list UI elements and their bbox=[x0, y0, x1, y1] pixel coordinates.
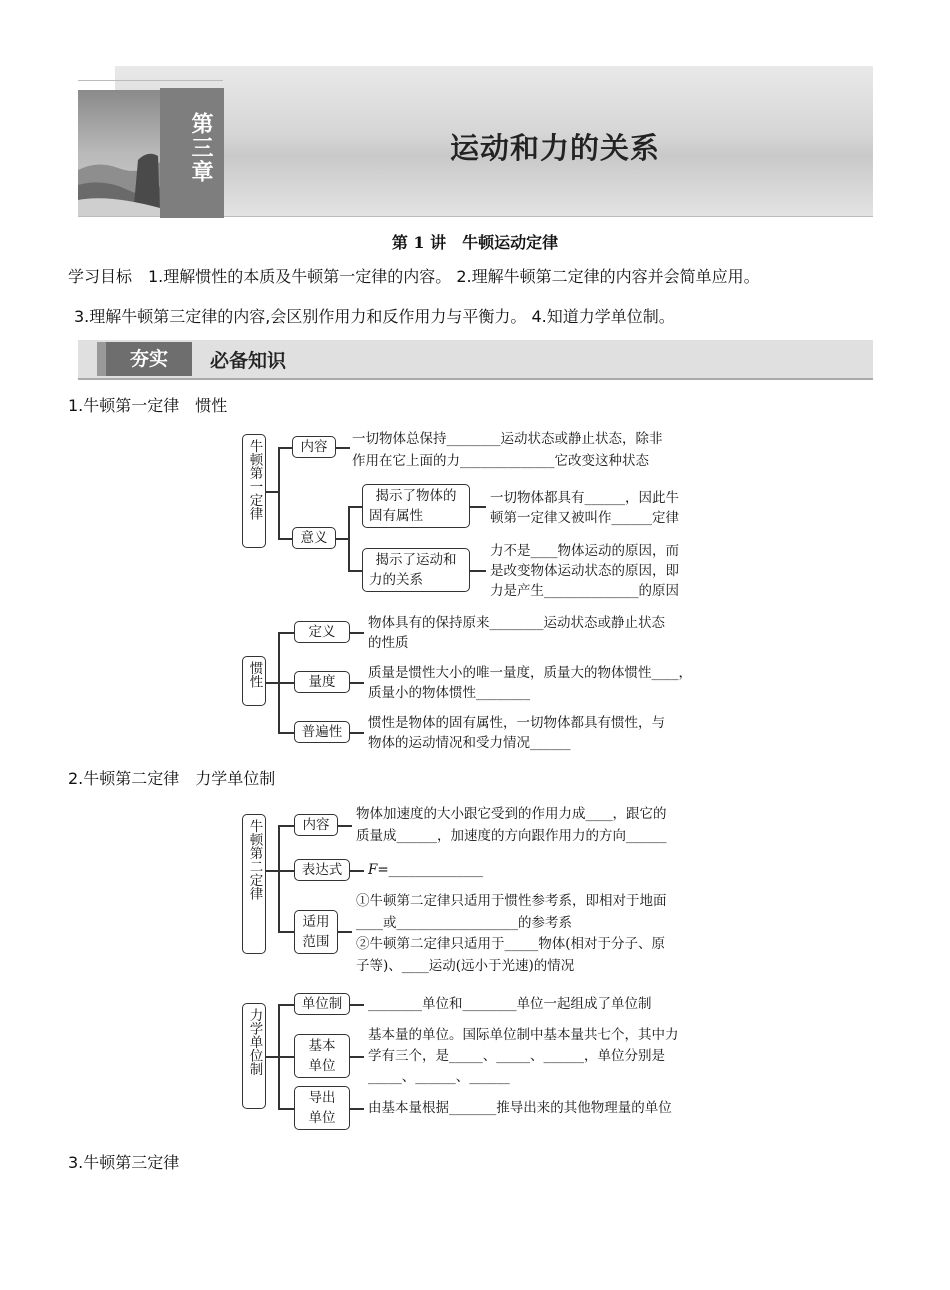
m2-text: 力是产生______________的原因 bbox=[490, 583, 679, 599]
lecture-title: 第 1 讲 牛顿运动定律 bbox=[391, 233, 559, 252]
section-tag-accent bbox=[97, 342, 106, 376]
content-text: 质量成______，加速度的方向跟作用力的方向______ bbox=[356, 828, 667, 844]
heading-newton-first-law: 1.牛顿第一定律 惯性 bbox=[68, 396, 228, 415]
learning-goals-line: 学习目标 1.理解惯性的本质及牛顿第一定律的内容。 2.理解牛顿第二定律的内容并会简单应用。 bbox=[68, 267, 760, 286]
m1-text: 顿第一定律又被叫作______定律 bbox=[490, 510, 679, 526]
learning-goals-line: 3.理解牛顿第三定律的内容,会区别作用力和反作用力与平衡力。 4.知道力学单位制。 bbox=[74, 307, 675, 326]
definition-text: 的性质 bbox=[368, 635, 409, 651]
landscape-image bbox=[78, 90, 160, 216]
section-bar bbox=[78, 340, 873, 378]
scope-label-box: 适用 范围 bbox=[294, 910, 338, 954]
section-tag: 夯实 bbox=[106, 342, 192, 376]
universality-text: 惯性是物体的固有属性，一切物体都具有惯性，与 bbox=[368, 715, 665, 731]
universality-label-box: 普遍性 bbox=[294, 721, 350, 743]
m1-text: 一切物体都具有______，因此牛 bbox=[490, 490, 679, 506]
base-unit-text: _____、______、______ bbox=[368, 1069, 510, 1085]
meaning-label-box: 意义 bbox=[292, 527, 336, 549]
section-title: 必备知识 bbox=[210, 350, 287, 372]
universality-text: 物体的运动情况和受力情况______ bbox=[368, 735, 571, 751]
content-text: 作用在它上面的力______________它改变这种状态 bbox=[352, 453, 649, 469]
chapter-label: 第三章 bbox=[188, 112, 213, 184]
unit-system-text: ________单位和________单位一起组成了单位制 bbox=[368, 996, 652, 1012]
measure-label-box: 量度 bbox=[294, 671, 350, 693]
derived-unit-label-box: 导出 单位 bbox=[294, 1086, 350, 1130]
derived-unit-text: 由基本量根据_______推导出来的其他物理量的单位 bbox=[368, 1100, 672, 1116]
content-text: 一切物体总保持________运动状态或静止状态，除非 bbox=[352, 431, 663, 447]
scope-text: ①牛顿第二定律只适用于惯性参考系，即相对于地面 bbox=[356, 893, 667, 909]
definition-label-box: 定义 bbox=[294, 621, 350, 643]
scope-text: ____或__________________的参考系 bbox=[356, 915, 572, 931]
unit-system-label-box: 单位制 bbox=[294, 993, 350, 1015]
scope-text: 子等)、____运动(远小于光速)的情况 bbox=[356, 958, 575, 974]
m2-text: 力不是____物体运动的原因，而 bbox=[490, 543, 679, 559]
expression-text: F=______________ bbox=[368, 862, 484, 878]
content-label-box: 内容 bbox=[294, 814, 338, 836]
base-unit-text: 基本量的单位。国际单位制中基本量共七个，其中力 bbox=[368, 1027, 679, 1043]
measure-text: 质量是惯性大小的唯一量度，质量大的物体惯性____， bbox=[368, 665, 692, 681]
content-label-box: 内容 bbox=[292, 436, 336, 458]
chapter-title: 运动和力的关系 bbox=[449, 131, 660, 165]
m2-label-box: 揭示了运动和 力的关系 bbox=[362, 548, 470, 592]
root-box: 牛顿第二定律 bbox=[242, 814, 266, 954]
measure-text: 质量小的物体惯性________ bbox=[368, 685, 530, 701]
section-divider bbox=[78, 378, 873, 380]
banner-line bbox=[78, 80, 223, 81]
m2-text: 是改变物体运动状态的原因，即 bbox=[490, 563, 679, 579]
content-text: 物体加速度的大小跟它受到的作用力成____，跟它的 bbox=[356, 806, 667, 822]
root-box: 牛顿第一定律 bbox=[242, 434, 266, 548]
expression-label-box: 表达式 bbox=[294, 859, 350, 881]
m1-label-box: 揭示了物体的 固有属性 bbox=[362, 484, 470, 528]
base-unit-label-box: 基本 单位 bbox=[294, 1034, 350, 1078]
heading-newton-second-law: 2.牛顿第二定律 力学单位制 bbox=[68, 769, 276, 788]
heading-newton-third-law: 3.牛顿第三定律 bbox=[68, 1153, 180, 1172]
root-box: 惯性 bbox=[242, 656, 266, 706]
root-box: 力学单位制 bbox=[242, 1003, 266, 1109]
base-unit-text: 学有三个，是_____、_____、______，单位分别是 bbox=[368, 1048, 665, 1064]
scope-text: ②牛顿第二定律只适用于_____物体(相对于分子、原 bbox=[356, 936, 666, 952]
definition-text: 物体具有的保持原来________运动状态或静止状态 bbox=[368, 615, 665, 631]
